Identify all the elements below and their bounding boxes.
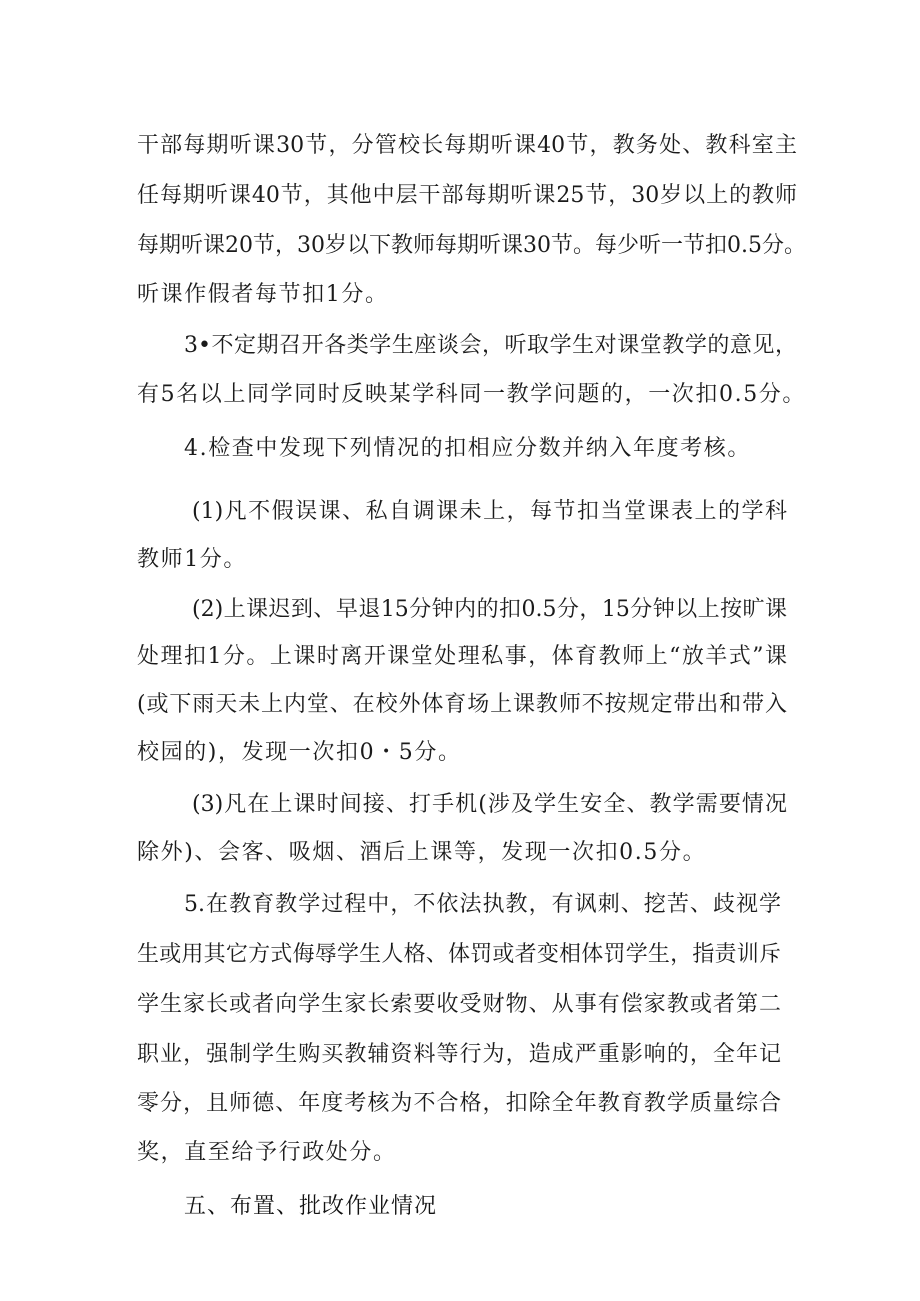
paragraph-line: 奖，直至给予行政处分。 (137, 1140, 397, 1165)
paragraph-line: 3•不定期召开各类学生座谈会，听取学生对课堂教学的意见， (184, 333, 797, 358)
paragraph-line: 听课作假者每节扣1分。 (137, 282, 389, 307)
paragraph-line: 每期听课20节，30岁以下教师每期听课30节。每少听一节扣0.5分。 (137, 233, 806, 258)
paragraph-line: 有5名以上同学同时反映某学科同一教学问题的，一次扣0.5分。 (137, 382, 806, 407)
list-item-line: 校园的)，发现一次扣0・5分。 (137, 740, 462, 765)
paragraph-line: 零分，且师德、年度考核为不合格，扣除全年教育教学质量综合 (137, 1091, 781, 1116)
list-item-line: 教师1分。 (137, 547, 247, 572)
paragraph-line: 学生家长或者向学生家长索要收受财物、从事有偿家教或者第二 (137, 992, 781, 1017)
paragraph-line: 任每期听课40节，其他中层干部每期听课25节，30岁以上的教师 (137, 183, 797, 208)
paragraph-line: 干部每期听课30节，分管校长每期听课40节，教务处、教科室主 (137, 133, 797, 158)
list-item-line: (1)凡不假误课、私自调课未上，每节扣当堂课表上的学科 (192, 499, 787, 524)
list-item-line: 处理扣1分。上课时离开课堂处理私事，体育教师上“放羊式”课 (137, 644, 787, 669)
paragraph-line: 生或用其它方式侮辱学生人格、体罚或者变相体罚学生，指责训斥 (137, 942, 781, 967)
section-heading: 五、布置、批改作业情况 (184, 1194, 438, 1219)
list-item-line: (3)凡在上课时间接、打手机(涉及学生安全、教学需要情况 (192, 792, 787, 817)
list-item-line: (或下雨天未上内堂、在校外体育场上课教师不按规定带出和带入 (137, 692, 787, 717)
paragraph-line: 职业，强制学生购买教辅资料等行为，造成严重影响的，全年记 (137, 1042, 781, 1067)
paragraph-line: 5.在教育教学过程中，不依法执教，有讽刺、挖苦、歧视学 (184, 892, 781, 917)
paragraph-line: 4.检查中发现下列情况的扣相应分数并纳入年度考核。 (184, 436, 751, 461)
list-item-line: 除外)、会客、吸烟、酒后上课等，发现一次扣0.5分。 (137, 840, 707, 865)
list-item-line: (2)上课迟到、早退15分钟内的扣0.5分，15分钟以上按旷课 (192, 597, 787, 622)
